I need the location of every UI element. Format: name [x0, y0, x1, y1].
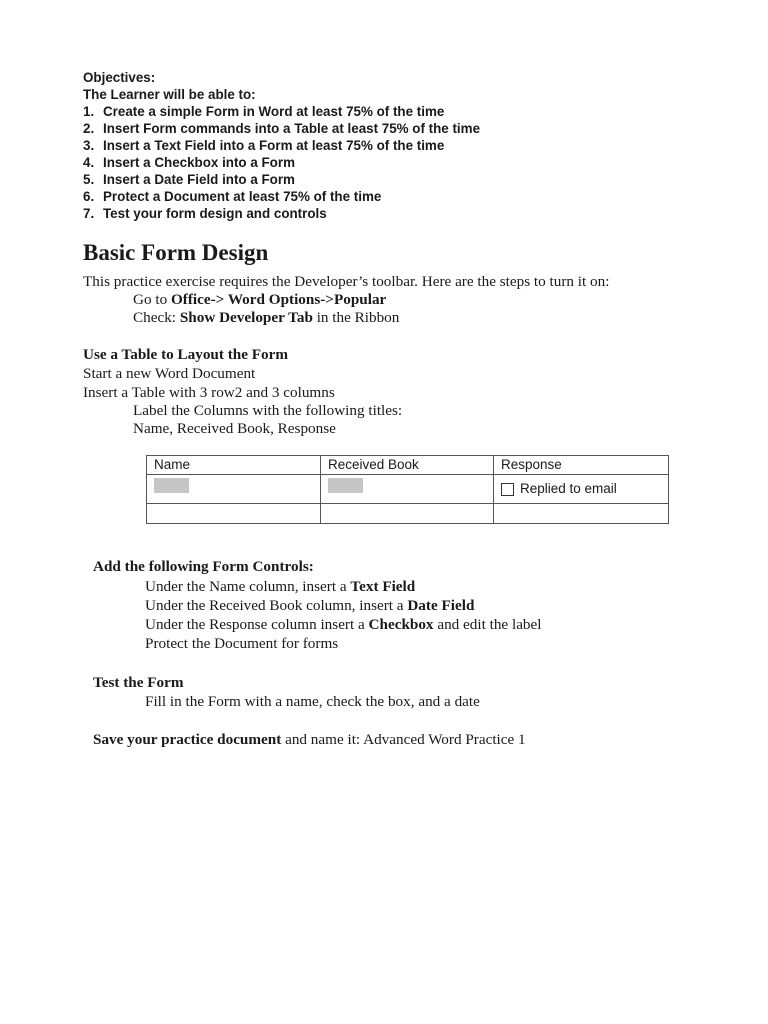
objective-text: Test your form design and controls — [103, 206, 327, 221]
objective-item — [83, 171, 743, 188]
test-title-text: Test the Form — [93, 674, 184, 691]
step-suffix: in the Ribbon — [312, 309, 400, 326]
objective-text: Protect a Document at least 75% of the time — [103, 189, 382, 204]
objectives-heading: Objectives: — [83, 70, 156, 85]
objective-number: 5. — [83, 172, 95, 187]
header-received-book: Received Book — [321, 456, 494, 475]
table-header-row — [147, 456, 669, 475]
controls-line — [145, 596, 474, 615]
line-prefix: Under the Received Book column, insert a — [145, 597, 408, 614]
objective-number: 4. — [83, 155, 95, 170]
step-bold: Show Developer Tab — [179, 309, 313, 326]
checkbox-control[interactable] — [501, 481, 661, 497]
step-prefix: Go to — [133, 291, 171, 308]
save-instruction — [93, 730, 526, 749]
objective-item — [83, 154, 743, 171]
objective-text: Insert a Text Field into a Form at least 75% of the time — [103, 138, 445, 153]
objective-item — [83, 137, 743, 154]
name-cell — [147, 475, 321, 504]
objective-item — [83, 103, 743, 120]
layout-line: Name, Received Book, Response — [133, 420, 336, 437]
line-suffix: and edit the label — [433, 616, 542, 633]
objective-item — [83, 120, 743, 137]
layout-section-title — [83, 345, 288, 364]
objective-text: Insert Form commands into a Table at least 75% of the time — [103, 121, 481, 136]
text-field[interactable] — [154, 478, 189, 493]
layout-line: Label the Columns with the following titles: — [133, 402, 403, 419]
section-title: Basic Form Design — [83, 240, 269, 265]
objective-number: 1. — [83, 104, 95, 119]
test-section-title — [93, 673, 184, 692]
objective-number: 3. — [83, 138, 95, 153]
intro-step-office — [133, 290, 386, 309]
objective-text: Insert a Date Field into a Form — [103, 172, 295, 187]
line-bold: Text Field — [350, 578, 416, 595]
controls-line — [145, 577, 415, 596]
objective-text: Insert a Checkbox into a Form — [103, 155, 295, 170]
line-prefix: Under the Name column, insert a — [145, 578, 351, 595]
layout-line: Start a new Word Document — [83, 365, 256, 382]
date-field[interactable] — [328, 478, 363, 493]
intro-text: This practice exercise requires the Developer’s toolbar. Here are the steps to turn it on: — [83, 273, 610, 290]
table-row — [147, 475, 669, 504]
test-line: Fill in the Form with a name, check the box, and a date — [145, 693, 480, 710]
objective-text: Create a simple Form in Word at least 75% of the time — [103, 104, 445, 119]
step-bold: Office-> Word Options->Popular — [170, 291, 387, 308]
controls-line: Protect the Document for forms — [145, 635, 339, 652]
table-row — [147, 504, 669, 524]
line-bold: Date Field — [407, 597, 475, 614]
line-prefix: Under the Response column insert a — [145, 616, 369, 633]
objectives-block — [83, 69, 743, 222]
checkbox-label: Replied to email — [520, 481, 617, 496]
empty-cell — [321, 504, 494, 524]
save-suffix: and name it: Advanced Word Practice 1 — [281, 731, 526, 748]
controls-line — [145, 615, 542, 634]
save-bold: Save your practice document — [93, 731, 282, 748]
layout-title-text: Use a Table to Layout the Form — [83, 346, 289, 363]
objective-item — [83, 188, 743, 205]
objective-item — [83, 205, 743, 222]
header-response: Response — [494, 456, 669, 475]
empty-cell — [147, 504, 321, 524]
response-cell — [494, 475, 669, 504]
empty-cell — [494, 504, 669, 524]
header-name: Name — [147, 456, 321, 475]
checkbox-icon[interactable] — [501, 483, 514, 496]
controls-section-title — [93, 557, 314, 576]
line-bold: Checkbox — [368, 616, 434, 633]
objectives-intro: The Learner will be able to: — [83, 87, 256, 102]
layout-line: Insert a Table with 3 row2 and 3 columns — [83, 384, 335, 401]
step-prefix: Check: — [133, 309, 180, 326]
objective-number: 7. — [83, 206, 95, 221]
form-table — [146, 455, 669, 524]
controls-title-text: Add the following Form Controls: — [93, 558, 314, 575]
received-book-cell — [321, 475, 494, 504]
intro-step-check — [133, 308, 399, 327]
objective-number: 6. — [83, 189, 95, 204]
objective-number: 2. — [83, 121, 95, 136]
